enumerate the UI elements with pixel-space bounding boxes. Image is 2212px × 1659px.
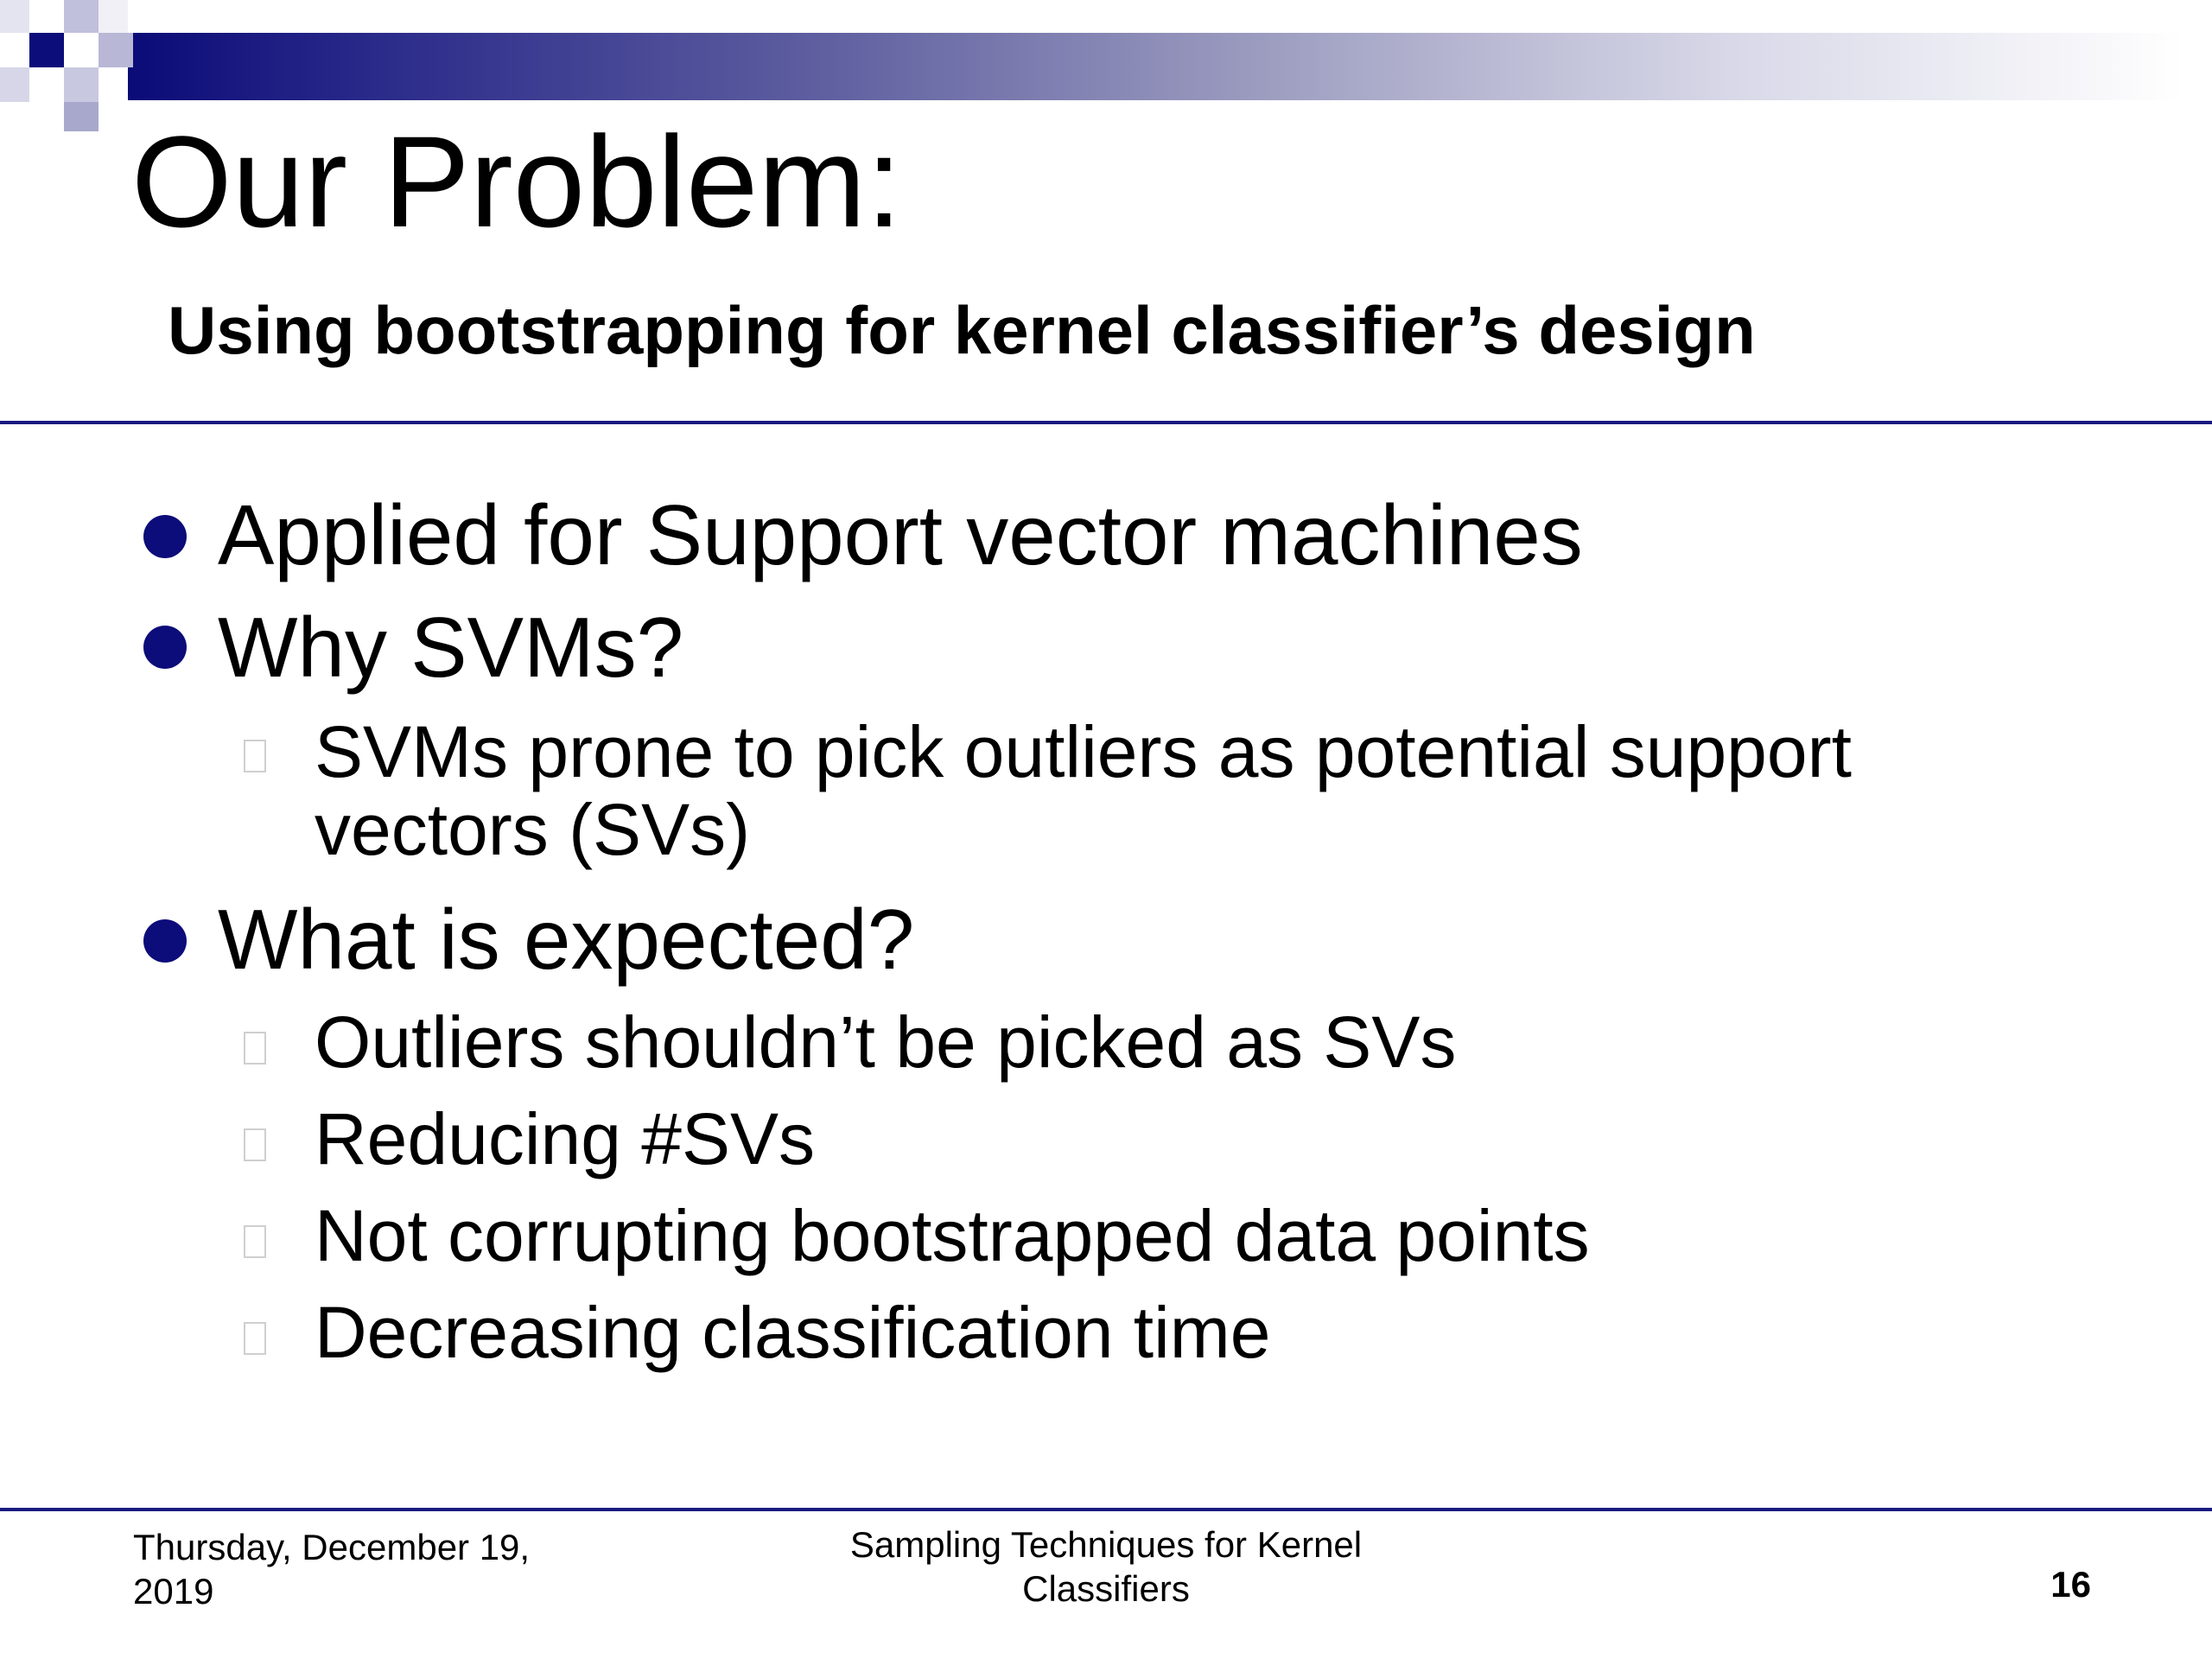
footer-title: Sampling Techniques for Kernel Classifiers: [849, 1524, 1363, 1610]
header-square-decoration: [64, 67, 99, 102]
sub-bullet-box-icon: [244, 740, 266, 772]
header-square-decoration: [99, 33, 133, 67]
sub-bullet-box-icon: [244, 1032, 266, 1065]
bullet-item: What is expected?: [218, 892, 915, 987]
bullet-item: Applied for Support vector machines: [218, 487, 1583, 582]
sub-bullet-item: Reducing #SVs: [315, 1098, 816, 1179]
header-square-decoration: [64, 0, 99, 33]
sub-bullet-item: Decreasing classification time: [315, 1292, 1271, 1373]
sub-bullet-box-icon: [244, 1128, 266, 1161]
bullet-item: Why SVMs?: [218, 600, 684, 695]
header-square-decoration: [29, 33, 64, 67]
header-divider: [0, 421, 2212, 424]
sub-bullet-box-icon: [244, 1322, 266, 1355]
header-square-decoration: [0, 67, 29, 102]
footer-date: Thursday, December 19, 2019: [133, 1527, 531, 1612]
bullet-dot-icon: [143, 515, 187, 558]
sub-bullet-item: SVMs prone to pick outliers as potential support vectors (SVs): [315, 711, 1852, 870]
sub-bullet-item: Not corrupting bootstrapped data points: [315, 1195, 1590, 1276]
bullet-dot-icon: [143, 626, 187, 669]
header-square-decoration: [64, 102, 99, 131]
bullet-dot-icon: [143, 919, 187, 963]
sub-bullet-box-icon: [244, 1225, 266, 1258]
header-gradient-bar: [128, 33, 2184, 100]
slide-subtitle: Using bootstrapping for kernel classifier’s design: [168, 292, 1756, 368]
footer-divider: [0, 1508, 2212, 1511]
header-square-decoration: [0, 0, 29, 33]
page-number: 16: [2050, 1564, 2091, 1605]
sub-bullet-item: Outliers shouldn’t be picked as SVs: [315, 1001, 1457, 1083]
header-square-decoration: [99, 0, 128, 33]
slide-title: Our Problem:: [131, 109, 902, 254]
